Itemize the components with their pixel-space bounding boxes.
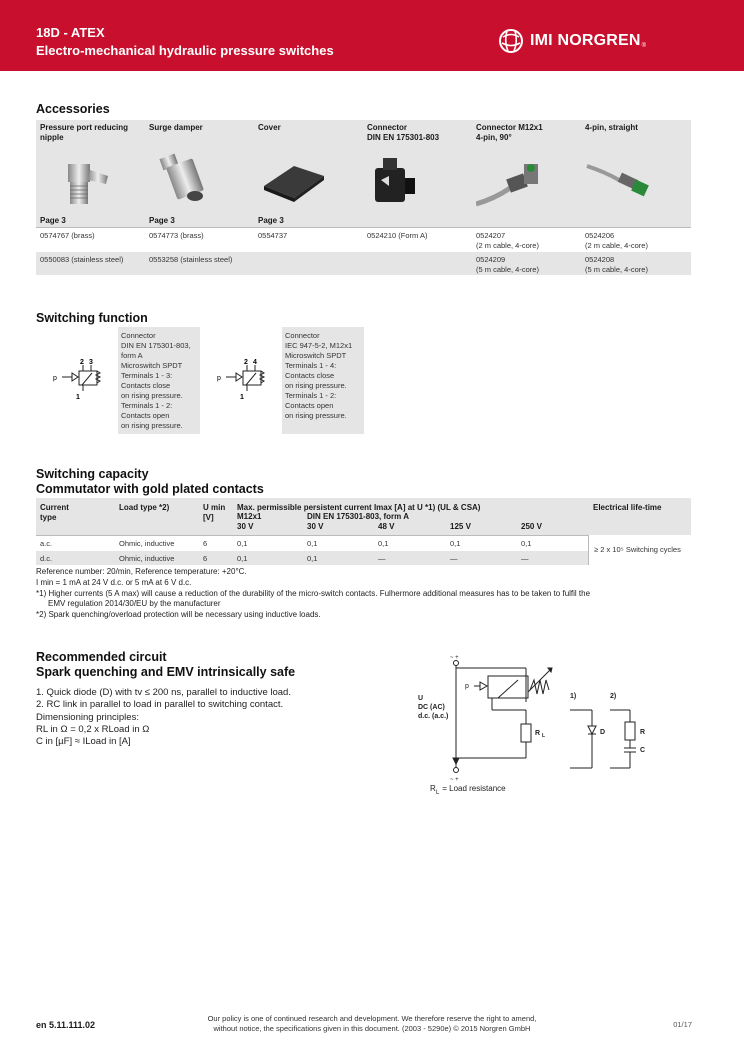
rl-sub-label: L	[542, 733, 546, 739]
th-v30a: 30 V	[237, 522, 254, 531]
acc-row2-cell	[363, 251, 472, 275]
th-current: Current	[40, 503, 69, 512]
switch-desc-line: Terminals 1 - 2:	[285, 391, 337, 400]
acc-part-desc: (2 m cable, 4-core)	[585, 241, 648, 250]
acc-row1-cell: 0574767 (brass)	[36, 227, 145, 251]
acc-row2-cell	[472, 251, 581, 275]
bottom-sign-label: ~ +	[450, 777, 459, 783]
switch-desc-line: Contacts open	[121, 411, 170, 420]
switch-desc-line: Contacts close	[285, 371, 335, 380]
switching-function-box	[36, 327, 364, 434]
acc-label: Connector M12x1	[476, 123, 543, 132]
switch-desc-line: Terminals 1 - 2:	[121, 401, 173, 410]
p-label: p	[465, 683, 469, 690]
th-v250: 250 V	[521, 522, 542, 531]
acc-col-connector-din	[363, 120, 472, 227]
circuit-description	[36, 687, 291, 748]
option2-label: 2)	[610, 693, 617, 700]
acc-row1-cell: 0524210 (Form A)	[363, 227, 472, 251]
switch-desc-line: Contacts close	[121, 381, 171, 390]
acc-part-desc: (5 m cable, 4-core)	[585, 265, 648, 274]
switch-right-text	[285, 331, 352, 421]
din-connector-image	[367, 150, 467, 210]
accessories-table	[36, 120, 691, 275]
th-din: DIN EN 175301-803, form A	[307, 512, 409, 521]
m12-straight-connector-image	[585, 150, 685, 210]
policy-text	[160, 1014, 584, 1033]
acc-row2-cell: 0553258 (stainless steel)	[145, 251, 254, 275]
switch-desc-line: Microswitch SPDT	[285, 351, 347, 360]
acc-part-desc: (2 m cable, 4-core)	[476, 241, 539, 250]
switch-desc-line: on rising pressure.	[285, 411, 347, 420]
th-life: Electrical life-time	[593, 503, 662, 512]
acc-row2-cell: 0550083 (stainless steel)	[36, 251, 145, 275]
circuit-line: C in [µF] ≈ ILoad in [A]	[36, 736, 131, 748]
capacity-notes	[36, 567, 590, 621]
th-max: Max. permissible persistent current Imax [A] at U *1) (UL & CSA)	[237, 503, 481, 512]
th-m12: M12x1	[237, 512, 262, 521]
note: I min = 1 mA at 24 V d.c. or 5 mA at 6 V d.c.	[36, 577, 192, 587]
cell-value: 0,1	[307, 539, 318, 548]
u-label: U	[418, 695, 424, 702]
switch-desc-line: DIN EN 175301-803,	[121, 341, 191, 350]
switching-function-title: Switching function	[36, 311, 148, 325]
r-label: R	[640, 729, 646, 736]
acc-col-surge-damper	[145, 120, 254, 227]
surge-damper-image	[149, 150, 249, 210]
policy-line: without notice, the specifications given in this document. (2003 - 5290e) © 2015 Norgren GmbH	[213, 1023, 531, 1033]
switch-symbol-left	[36, 327, 118, 434]
logo-text: IMI NORGREN	[530, 32, 641, 49]
policy-line: Our policy is one of continued research and development. We therefore reserve the right to amend,	[207, 1014, 537, 1023]
acc-part-number: 0524207	[476, 231, 506, 240]
cell-value: 0,1	[450, 539, 461, 548]
sym-p: p	[217, 375, 221, 382]
th-v48: 48 V	[378, 522, 395, 531]
switch-desc-line: on rising pressure.	[285, 381, 347, 390]
acc-row1-cell: 0574773 (brass)	[145, 227, 254, 251]
sym-t2: 4	[253, 359, 257, 366]
acc-row2-cell	[581, 251, 691, 275]
caption-r: R	[430, 784, 436, 793]
acc-row2-cell	[254, 251, 363, 275]
top-sign-label: ~ +	[450, 655, 459, 661]
capacity-subtitle: Commutator with gold plated contacts	[36, 482, 264, 496]
reducing-nipple-image	[40, 150, 140, 210]
circuit-line: 2. RC link in parallel to load in parallel to switching contact.	[36, 699, 284, 711]
acc-row1-cell: 0554737	[254, 227, 363, 251]
acc-page: Page 3	[149, 216, 175, 225]
acc-label-2: DIN EN 175301-803	[367, 133, 440, 142]
circuit-line: 1. Quick diode (D) with tv ≤ 200 ns, parallel to inductive load.	[36, 687, 291, 698]
caption-text: = Load resistance	[440, 784, 506, 793]
switch-left-text	[121, 331, 191, 431]
circuit-title: Recommended circuit	[36, 650, 167, 664]
c-label: C	[640, 747, 646, 754]
note: *2) Spark quenching/overload protection will be necessary using inductive loads.	[36, 610, 321, 620]
caption-sub: L	[436, 790, 440, 796]
switch-desc-line: Contacts open	[285, 401, 334, 410]
cell-type: d.c.	[40, 554, 53, 563]
cover-image	[258, 150, 358, 210]
switch-desc-line: Microswitch SPDT	[121, 361, 183, 370]
note: *1) Higher currents (5 A max) will cause a reduction of the durability of the micro-switch contacts. Fulhermore additional measures has to be taken to fulfil the	[36, 588, 591, 598]
globe-logo-icon	[498, 28, 524, 54]
cell-value: 0,1	[237, 554, 248, 563]
accessories-title: Accessories	[36, 102, 110, 116]
switch-desc-line: form A	[121, 351, 143, 360]
switch-desc-line: Terminals 1 - 4:	[285, 361, 337, 370]
th-v125: 125 V	[450, 522, 471, 531]
circuit-diagram	[410, 650, 660, 800]
acc-col-cover	[254, 120, 363, 227]
acc-part-number: 0524208	[585, 255, 615, 264]
acc-part-number: 0524209	[476, 255, 506, 264]
acc-label: Cover	[258, 123, 281, 132]
note: Reference number: 20/min, Reference temperature: +20°C.	[36, 567, 247, 576]
sym-t1: 2	[80, 359, 84, 366]
sym-t3: 1	[240, 394, 244, 401]
note: EMV regulation 2014/30/EU by the manufacturer	[48, 599, 221, 609]
cell-load: Ohmic, inductive	[119, 539, 175, 548]
page-number: 01/17	[673, 1020, 692, 1029]
th-load: Load type *2)	[119, 503, 170, 512]
doc-subtitle: Electro-mechanical hydraulic pressure switches	[36, 43, 334, 58]
brand-logo	[498, 28, 646, 54]
m12-angled-connector-image	[476, 150, 576, 210]
capacity-header-row	[36, 498, 691, 535]
cell-load: Ohmic, inductive	[119, 554, 175, 563]
acc-part-desc: (5 m cable, 4-core)	[476, 265, 539, 274]
sym-t3: 1	[76, 394, 80, 401]
switch-desc-line: Terminals 1 - 3:	[121, 371, 173, 380]
acc-row1-cell	[472, 227, 581, 251]
doc-code: en 5.11.111.02	[36, 1020, 96, 1030]
acc-page: Page 3	[40, 216, 66, 225]
logo-reg: ®	[641, 43, 647, 49]
acc-label: Connector	[367, 123, 407, 132]
option1-label: 1)	[570, 693, 577, 700]
cell-value: 0,1	[307, 554, 318, 563]
switch-symbol-left-icon	[36, 327, 118, 434]
acc-row1-cell	[581, 227, 691, 251]
acc-col-m12-straight	[581, 120, 691, 227]
circuit-line: Dimensioning principles:	[36, 711, 139, 723]
cell-type: a.c.	[40, 539, 53, 548]
life-time-cell: ≥ 2 x 10⁵ Switching cycles	[588, 535, 691, 565]
th-umin-2: [V]	[203, 513, 214, 522]
page-header	[0, 0, 744, 71]
switch-symbol-right-icon	[200, 327, 282, 434]
dcac-label: d.c. (a.c.)	[418, 713, 449, 720]
acc-label: Pressure port reducing nipple	[40, 123, 129, 142]
cell-value: —	[378, 554, 386, 563]
capacity-table	[36, 498, 691, 565]
cell-umin: 6	[203, 554, 208, 563]
th-current-2: type	[40, 513, 57, 522]
th-umin: U min	[203, 503, 226, 512]
rl-label: R	[535, 730, 541, 737]
acc-col-nipple	[36, 120, 145, 227]
cell-value: 0,1	[521, 539, 532, 548]
acc-part-number: 0524206	[585, 231, 615, 240]
cell-value: —	[450, 554, 458, 563]
switch-desc-line: on rising pressure.	[121, 421, 183, 430]
acc-col-m12-90	[472, 120, 581, 227]
sym-t2: 3	[89, 359, 93, 366]
switch-desc-line: on rising pressure.	[121, 391, 183, 400]
d-label: D	[600, 729, 606, 736]
capacity-title: Switching capacity	[36, 467, 149, 481]
cell-value: 0,1	[378, 539, 389, 548]
th-v30b: 30 V	[307, 522, 324, 531]
switch-symbol-right	[200, 327, 282, 434]
circuit-line: RL in Ω = 0,2 x RLoad in Ω	[36, 723, 150, 735]
circuit-subtitle: Spark quenching and EMV intrinsically safe	[36, 665, 296, 679]
acc-label: Surge damper	[149, 123, 203, 132]
switch-desc-line: IEC 947-5-2, M12x1	[285, 341, 353, 350]
sym-t1: 2	[244, 359, 248, 366]
acc-page: Page 3	[258, 216, 284, 225]
cell-umin: 6	[203, 539, 208, 548]
cell-value: —	[521, 554, 529, 563]
dc-label: DC (AC)	[418, 704, 445, 711]
sym-p: p	[53, 375, 57, 382]
switch-desc-line: Connector	[285, 331, 320, 340]
switch-desc-line: Connector	[121, 331, 156, 340]
cell-value: 0,1	[237, 539, 248, 548]
doc-title: 18D - ATEX	[36, 25, 105, 40]
acc-label-2: 4-pin, 90°	[476, 133, 512, 142]
acc-label-2: 4-pin, straight	[585, 123, 638, 132]
